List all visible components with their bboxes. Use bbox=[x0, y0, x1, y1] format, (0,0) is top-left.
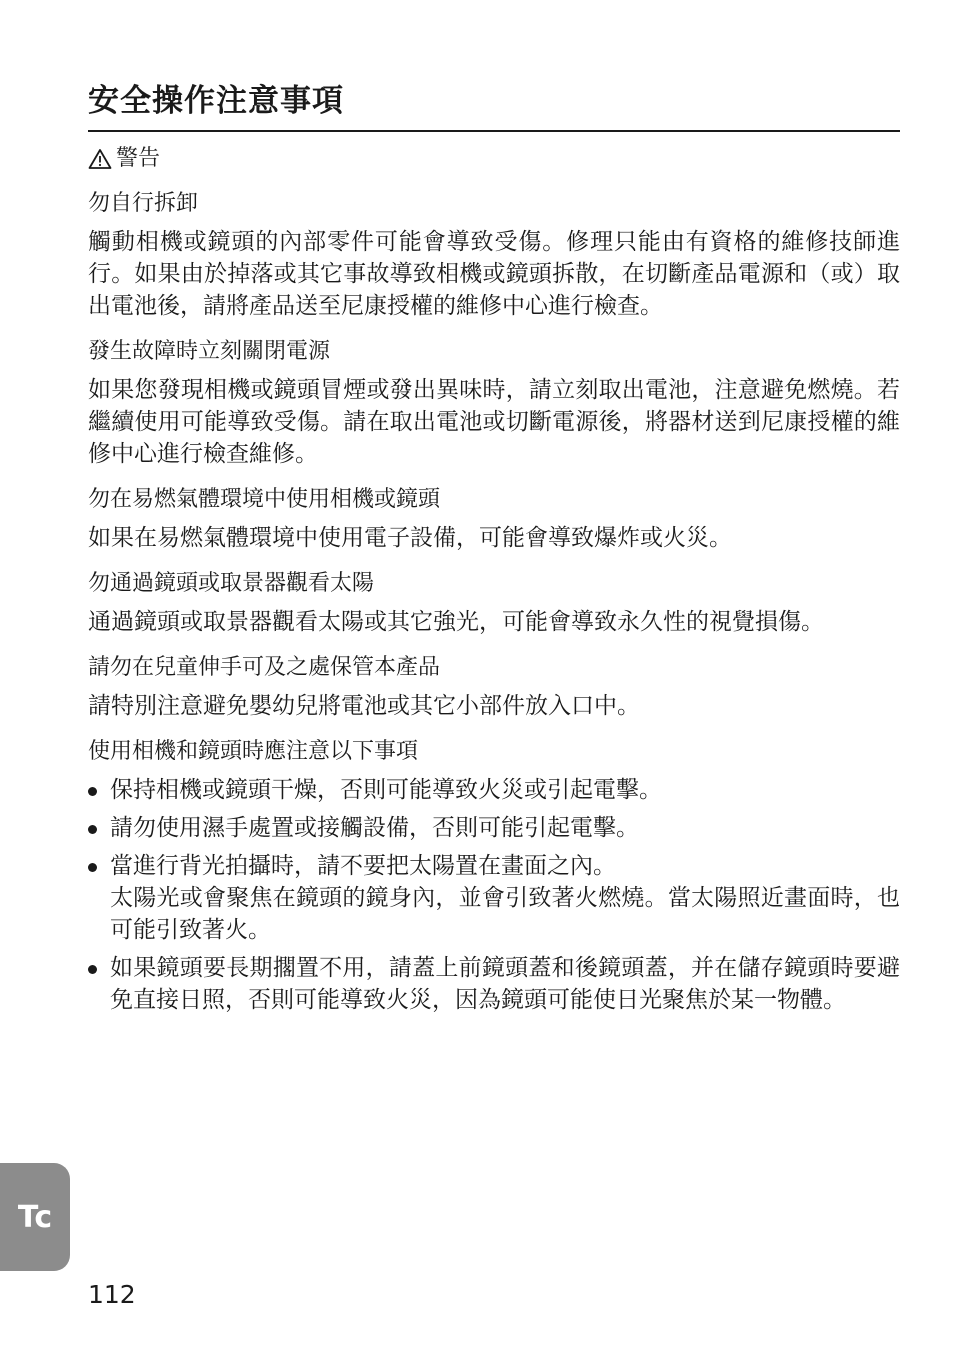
bullet-icon bbox=[88, 787, 97, 796]
section-sun bbox=[88, 568, 900, 638]
section-children bbox=[88, 652, 900, 722]
page-title: 安全操作注意事項 bbox=[88, 78, 900, 132]
language-tab-label: Tc bbox=[17, 1199, 53, 1235]
section-flammable-gas bbox=[88, 484, 900, 554]
language-tab bbox=[0, 1163, 70, 1271]
warning-triangle-icon bbox=[88, 148, 112, 170]
section-body: 如果您發現相機或鏡頭冒煙或發出異味時，請立刻取出電池，注意避免燃燒。若繼續使用可能導致受傷。請在取出電池或切斷電源後，將器材送到尼康授權的維修中心進行檢查維修。 bbox=[88, 377, 900, 467]
section-malfunction bbox=[88, 336, 900, 470]
list-item-text: 如果鏡頭要長期擱置不用，請蓋上前鏡頭蓋和後鏡頭蓋，并在儲存鏡頭時要避免直接日照，否則可能導致火災，因為鏡頭可能使日光聚焦於某一物體。 bbox=[110, 955, 900, 1013]
list-item-text: 保持相機或鏡頭干燥，否則可能導致火災或引起電擊。 bbox=[110, 777, 662, 803]
section-heading: 勿自行拆卸 bbox=[88, 191, 199, 216]
list-item bbox=[88, 812, 900, 844]
document-content bbox=[88, 78, 900, 1022]
list-item-text: 當進行背光拍攝時，請不要把太陽置在畫面之內。 bbox=[110, 853, 616, 879]
list-item bbox=[88, 952, 900, 1016]
warning-text: 警告 bbox=[116, 146, 161, 171]
bullet-icon bbox=[88, 863, 97, 872]
section-heading: 發生故障時立刻關閉電源 bbox=[88, 339, 331, 364]
section-heading: 請勿在兒童伸手可及之處保管本產品 bbox=[88, 655, 441, 680]
bullet-icon bbox=[88, 965, 97, 974]
section-body: 觸動相機或鏡頭的內部零件可能會導致受傷。修理只能由有資格的維修技師進行。如果由於掉落或其它事故導致相機或鏡頭拆散，在切斷產品電源和（或）取出電池後，請將產品送至尼康授權的維修中心進行檢查。 bbox=[88, 229, 900, 319]
list-item-subtext: 太陽光或會聚焦在鏡頭的鏡身內，並會引致著火燃燒。當太陽照近畫面時，也可能引致著火。 bbox=[110, 885, 900, 943]
section-body: 請特別注意避免嬰幼兒將電池或其它小部件放入口中。 bbox=[88, 693, 640, 719]
warning-label bbox=[88, 144, 900, 174]
bullet-list bbox=[88, 774, 900, 1016]
section-usage-precautions bbox=[88, 736, 900, 1016]
list-item-text: 請勿使用濕手處置或接觸設備，否則可能引起電擊。 bbox=[110, 815, 639, 841]
bullet-icon bbox=[88, 825, 97, 834]
list-item bbox=[88, 850, 900, 946]
section-body: 如果在易燃氣體環境中使用電子設備，可能會導致爆炸或火災。 bbox=[88, 525, 732, 551]
section-heading: 使用相機和鏡頭時應注意以下事項 bbox=[88, 739, 419, 764]
section-disassembly bbox=[88, 188, 900, 322]
section-heading: 勿在易燃氣體環境中使用相機或鏡頭 bbox=[88, 487, 441, 512]
section-body: 通過鏡頭或取景器觀看太陽或其它強光，可能會導致永久性的視覺損傷。 bbox=[88, 609, 824, 635]
page-number: 112 bbox=[88, 1280, 136, 1309]
list-item bbox=[88, 774, 900, 806]
section-heading: 勿通過鏡頭或取景器觀看太陽 bbox=[88, 571, 375, 596]
